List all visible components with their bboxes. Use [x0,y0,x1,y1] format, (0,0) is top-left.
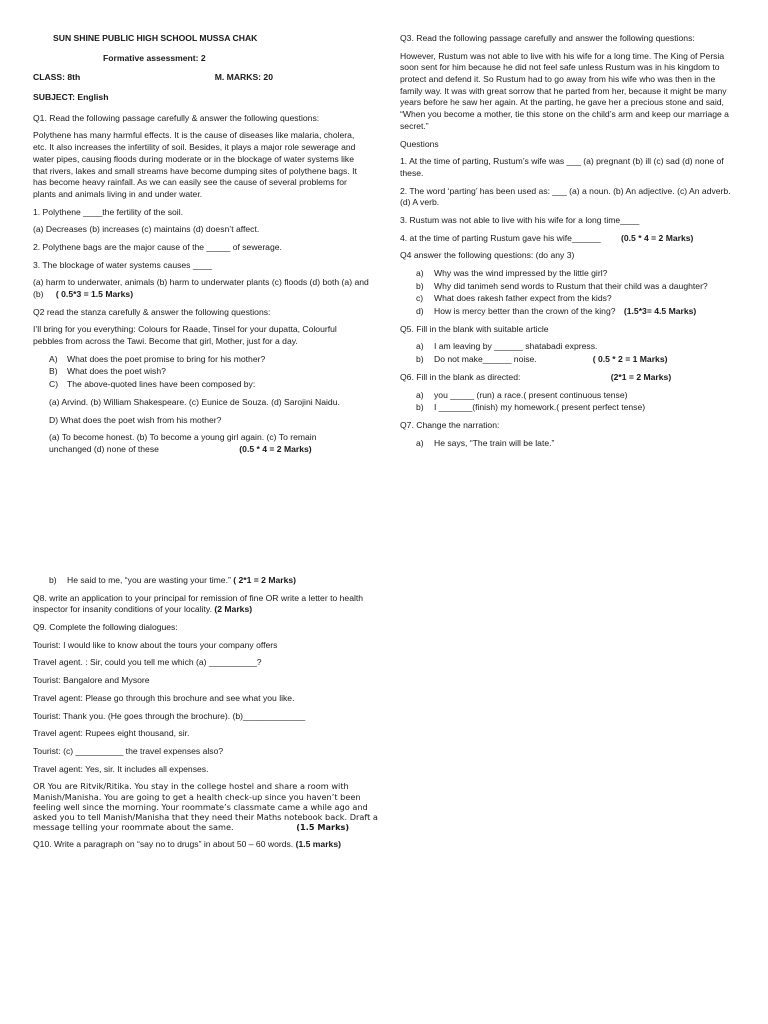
list-item: b) I _______(finish) my homework.( present perfect tense) [416,402,646,413]
q9-or-paragraph: OR You are Ritvik/Ritika. You stay in the college hostel and share a room with Manish/Manisha. You are going to get a health check-up since you haven’t been feeling well since the morning. Your roommate’s classmate came a while ago and asked you to tell Manish/Manisha that they need their Maths notebook back. Draft a message telling your roommate about the same. (1.5 Marks) [33,781,378,833]
class-marks-row [33,72,273,84]
q2-d-options: (a) To become honest. (b) To become a young girl again. (c) To remain unchanged (d) none of these (0.5 * 4 = 2 Marks) [49,432,317,454]
dialogue-line: Tourist: Bangalore and Mysore [33,675,150,686]
q10-text: Q10. Write a paragraph on “say no to drugs” in about 50 – 60 words. (1.5 marks) [33,838,341,849]
dialogue-line: Tourist: Thank you. (He goes through the brochure). (b)_____________ [33,710,306,721]
left-column [33,33,369,456]
q6-list [400,390,736,414]
q1-passage: Polythene has many harmful effects. It is the cause of diseases like malaria, cholera, etc. It also increases the infertility of soil. Besides, it plays a major role sewerage and water pipes, causing floods during moderate or in the blockage of water systems like that rivers, lakes and small streams have become dumping sites of polythene bags. It has become heavy rainfall. As we can easily see the cause of several problems for plants and animals living in and under water. [33,130,357,199]
q1-sub2: 2. Polythene bags are the major cause of the _____ of sewerage. [33,241,282,252]
q4-heading: Q4 answer the following questions: (do any 3) [400,250,575,261]
q1-sub1-options: (a) Decreases (b) increases (c) maintains (d) doesn’t affect. [33,224,260,235]
school-name: SUN SHINE PUBLIC HIGH SCHOOL MUSSA CHAK [53,33,258,43]
list-item: d) How is mercy better than the crown of the king? (1.5*3= 4.5 Marks) [416,306,697,317]
q9-or-marks: (1.5 Marks) [296,822,350,833]
list-item: a) you _____ (run) a race.( present continuous tense) [416,389,628,400]
q9-heading: Q9. Complete the following dialogues: [33,622,178,633]
list-item: C) The above-quoted lines have been composed by: [49,379,256,390]
list-item: B) What does the poet wish? [49,366,166,377]
q5-heading: Q5. Fill in the blank with suitable article [400,323,549,334]
q5-marks: ( 0.5 * 2 = 1 Marks) [592,354,668,365]
q3-sub4: 4. at the time of parting Rustum gave his wife______ (0.5 * 4 = 2 Marks) [400,232,694,243]
q7-list-cont [33,575,378,587]
q8-marks: (2 Marks) [214,604,253,615]
q2-c-options: (a) Arvind. (b) William Shakespeare. (c) Eunice de Souza. (d) Sarojini Naidu. [49,396,340,407]
q3-passage: However, Rustum was not able to live with his wife for a long time. The King of Persia soon sent for him because he did not feel safe unless Rustum was in his kingdom to protect and defend it. So Rustum had to go away from his wife who was then in the family way. It was with great sorrow that he parted from her, because it might be many years before he saw her again. At the parting, he gave her a precious stone and said, “When you become a mother, tie this stone on the child’s arm and keep our marriage a secret.” [400,50,729,131]
q3-marks: (0.5 * 4 = 2 Marks) [621,232,694,243]
q1-marks: ( 0.5*3 = 1.5 Marks) [55,289,134,299]
q3-heading: Q3. Read the following passage carefully and answer the following questions: [400,33,695,43]
list-item: a) He says, “The train will be late.” [416,437,555,448]
right-column [400,33,736,455]
q1-sub3: 3. The blockage of water systems causes ____ [33,259,212,270]
q2-d: D) What does the poet wish from his mother? [49,414,222,425]
q4-list [400,268,736,318]
bottom-section [33,575,378,856]
q1-sub1: 1. Polythene ____the fertility of the soil. [33,206,184,217]
list-item: b) Do not make______ noise. ( 0.5 * 2 = 1 Marks) [416,354,668,365]
q1-heading: Q1. Read the following passage carefully & answer the following questions: [33,112,320,123]
list-item: A) What does the poet promise to bring for his mother? [49,353,266,364]
q2-list [33,354,369,391]
q6-marks: (2*1 = 2 Marks) [610,371,672,382]
q7-marks: ( 2*1 = 2 Marks) [233,575,297,585]
q2-heading: Q2 read the stanza carefully & answer the following questions: [33,306,271,317]
q10-marks: (1.5 marks) [295,838,341,849]
subject-label: SUBJECT: English [33,92,109,103]
q7-heading: Q7. Change the narration: [400,419,500,430]
q6-heading: Q6. Fill in the blank as directed: (2*1 = 2 Marks) [400,371,672,382]
q5-list [400,341,736,365]
class-label: CLASS: 8th [33,72,81,83]
dialogue-line: Travel agent: Yes, sir. It includes all expenses. [33,763,209,774]
q7-list [400,438,736,450]
assessment-title: Formative assessment: 2 [103,52,206,63]
q2-stanza: I’ll bring for you everything: Colours for Raade, Tinsel for your dupatta, Colourful pebbles from across the Tawi. Become that girl, Mother, just for a day. [33,324,337,347]
list-item: a) I am leaving by ______ shatabadi express. [416,341,598,352]
list-item: c) What does rakesh father expect from the kids? [416,293,612,304]
dialogue-line: Travel agent. : Sir, could you tell me which (a) __________? [33,657,262,668]
dialogue-line: Tourist: (c) __________ the travel expenses also? [33,745,224,756]
dialogue-line: Travel agent: Please go through this brochure and see what you like. [33,692,295,703]
q1-sub3-options: (a) harm to underwater, animals (b) harm to underwater plants (c) floods (d) both (a) and (b) ( 0.5*3 = 1.5 Marks) [33,277,369,299]
q3-sub2: 2. The word ‘parting’ has been used as: ___ (a) a noun. (b) An adjective. (c) An adverb. (d) A verb. [400,185,731,208]
max-marks: M. MARKS: 20 [214,72,273,83]
q2-marks: (0.5 * 4 = 2 Marks) [239,443,312,454]
q4-marks: (1.5*3= 4.5 Marks) [623,306,697,317]
list-item: b) He said to me, “you are wasting your time.” ( 2*1 = 2 Marks) [49,575,297,585]
q3-sub3: 3. Rustum was not able to live with his wife for a long time____ [400,214,640,225]
list-item: a) Why was the wind impressed by the little girl? [416,268,608,278]
q3-sub1: 1. At the time of parting, Rustum’s wife was ___ (a) pregnant (b) ill (c) sad (d) none of these. [400,156,724,178]
q3-questions-label: Questions [400,138,439,149]
list-item: b) Why did tanimeh send words to Rustum that their child was a daughter? [416,280,708,291]
dialogue-line: Tourist: I would like to know about the tours your company offers [33,639,278,650]
dialogue-line: Travel agent: Rupees eight thousand, sir. [33,728,190,739]
q8-text: Q8. write an application to your principal for remission of fine OR write a letter to health inspector for insanity conditions of your locality. (2 Marks) [33,592,364,615]
